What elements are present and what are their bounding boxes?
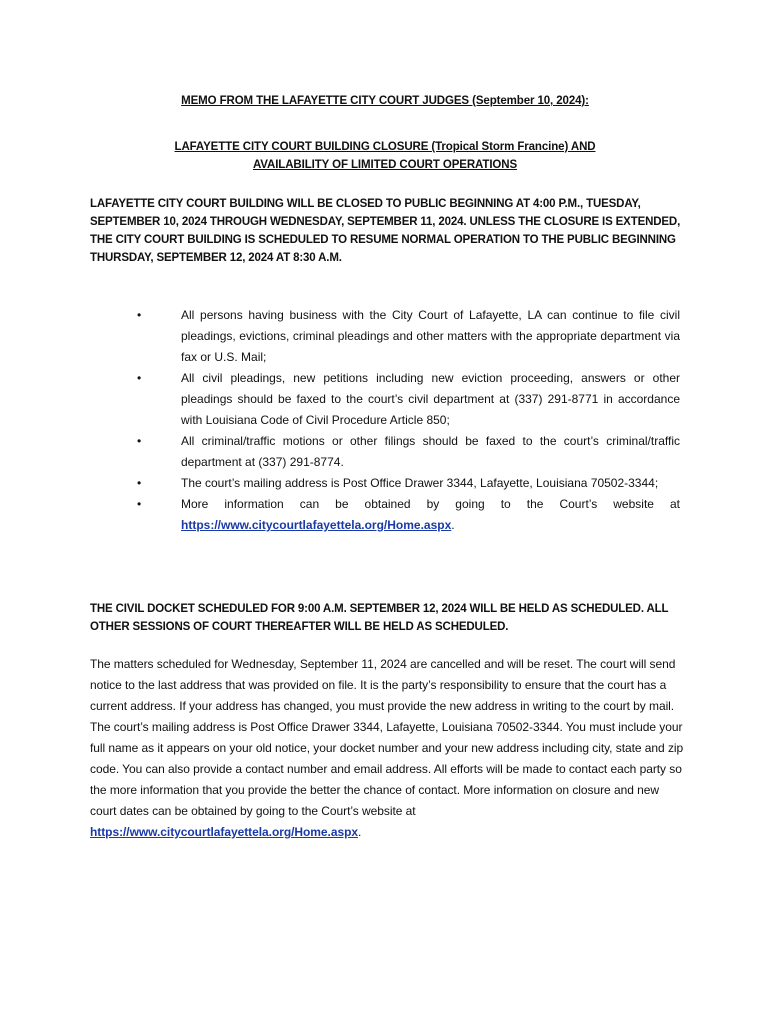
bullet-icon: • [137,476,142,490]
link-period-footer: . [357,825,362,839]
website-link-footer[interactable]: https://www.citycourtlafayettela.org/Home.aspx [90,825,358,839]
bullet-item-website [90,494,680,536]
bullet-icon: • [137,308,142,322]
bullet-item-civil-pleadings [90,368,680,431]
bullet-text: All persons having business with the City Court of Lafayette, LA can continue to file civil pleadings, evictions, criminal pleadings and other matters with the appropriate department via fax or U.S. Mail; [181,308,680,364]
memo-title: MEMO FROM THE LAFAYETTE CITY COURT JUDGES (September 10, 2024): [181,95,589,107]
memo-subtitle-line-2: AVAILABILITY OF LIMITED COURT OPERATIONS [252,159,518,171]
bullet-icon: • [137,371,142,385]
bullet-item-mailing-address [90,473,680,494]
docket-notice: THE CIVIL DOCKET SCHEDULED FOR 9:00 A.M. SEPTEMBER 12, 2024 WILL BE HELD AS SCHEDULED. ALL OTHER SESSIONS OF COURT THEREAFTER WILL BE HELD AS SCHEDULED. [90,603,669,633]
bullet-item-fax-mail [90,305,680,368]
website-link[interactable]: https://www.citycourtlafayettela.org/Home.aspx [181,518,452,532]
bullet-item-criminal-traffic [90,431,680,473]
link-period: . [451,518,455,532]
bullet-text: The court’s mailing address is Post Office Drawer 3344, Lafayette, Louisiana 70502-3344; [181,476,659,490]
memo-subtitle-line-1: LAFAYETTE CITY COURT BUILDING CLOSURE (Tropical Storm Francine) AND [174,141,596,153]
memo-subtitle [90,138,680,174]
bullet-list [90,305,680,536]
body-paragraph [90,654,685,843]
bullet-text: More information can be obtained by going to the Court’s website at [181,497,680,511]
body-paragraph-text: The matters scheduled for Wednesday, September 11, 2024 are cancelled and will be reset. The court will send notice to the last address that was provided on file. It is the party’s responsibility to ensure that the court has a current address. If your address has changed, you must provide the new address in writing to the court by mail. The court’s mailing address is Post Office Drawer 3344, Lafayette, Louisiana 70502-3344. You must include your full name as it appears on your old notice, your docket number and your new address including city, state and zip code. You can also provide a contact number and email address. All efforts will be made to contact each party so the more information that you provide the better the chance of contact. More information on closure and new court dates can be obtained by going to the Court’s website at [90,657,684,818]
bullet-text: All criminal/traffic motions or other filings should be faxed to the court’s criminal/traffic department at (337) 291-8774. [181,434,680,469]
bullet-icon: • [137,434,142,448]
bullet-text: All civil pleadings, new petitions including new eviction proceeding, answers or other pleadings should be faxed to the court’s civil department at (337) 291-8771 in accordance with Louisiana Code of Civil Procedure Article 850; [181,371,680,427]
bullet-icon: • [137,497,142,511]
closure-notice: LAFAYETTE CITY COURT BUILDING WILL BE CLOSED TO PUBLIC BEGINNING AT 4:00 P.M., TUESDAY, SEPTEMBER 10, 2024 THROUGH WEDNESDAY, SEPTEMBER 11, 2024. UNLESS THE CLOSURE IS EXTENDED, THE CITY COURT BUILDING IS SCHEDULED TO RESUME NORMAL OPERATION TO THE PUBLIC BEGINNING THURSDAY, SEPTEMBER 12, 2024 AT 8:30 A.M. [90,198,681,264]
